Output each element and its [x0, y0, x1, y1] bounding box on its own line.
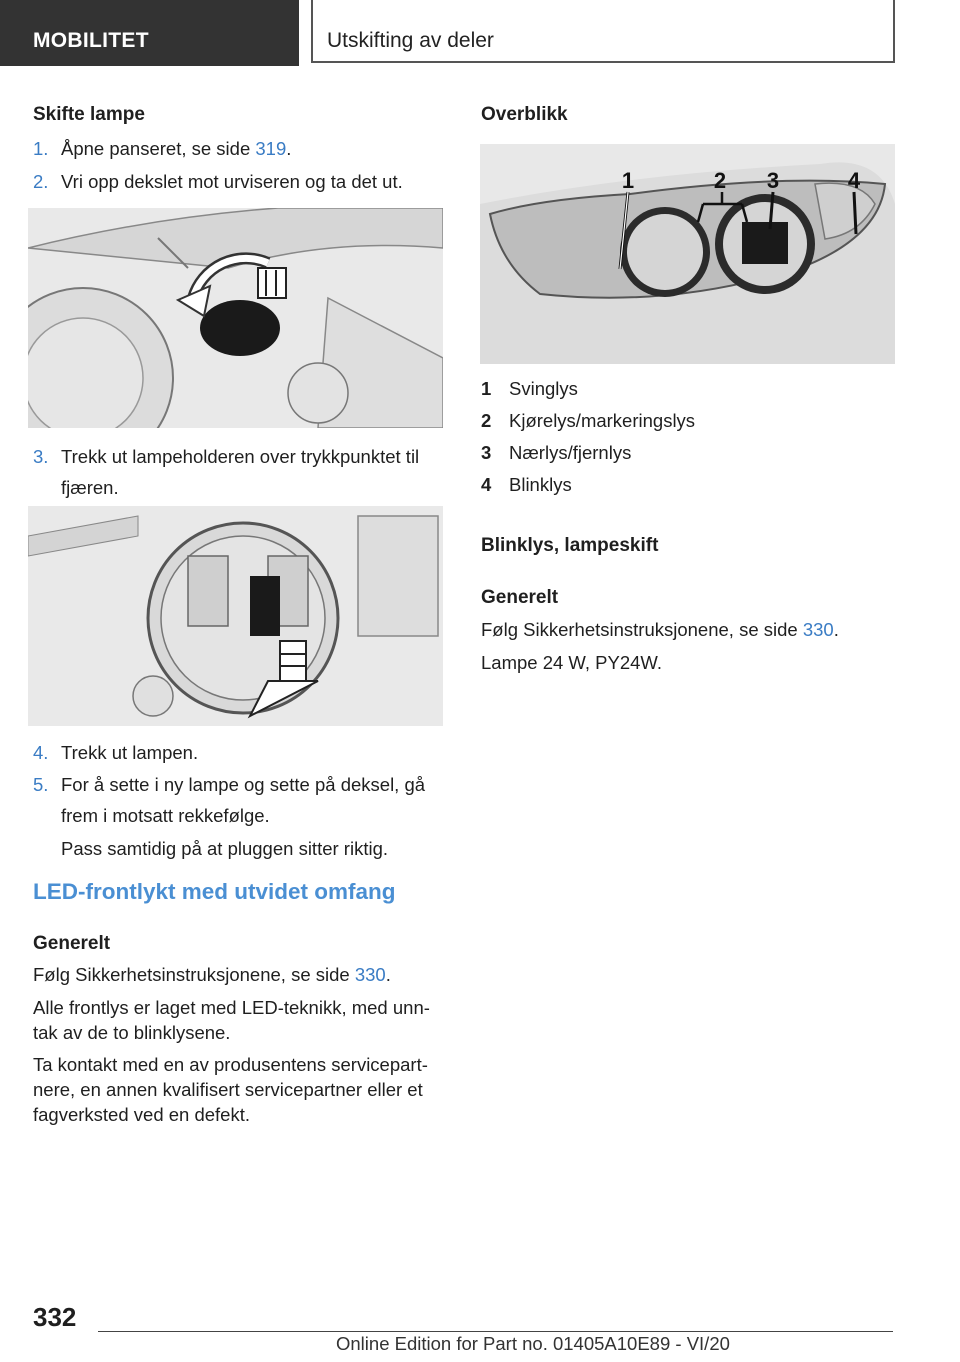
safety-text-end: . — [833, 619, 839, 640]
section-title-led: LED-frontlykt med utvidet omfang — [33, 879, 396, 904]
heading-skifte-lampe: Skifte lampe — [33, 104, 145, 125]
callout-3: 3 — [766, 168, 780, 193]
callout-4: 4 — [847, 168, 861, 193]
step-number: 3. — [33, 446, 49, 467]
step-text: Åpne panseret, se side — [61, 138, 256, 159]
legend-number: 1 — [481, 378, 492, 399]
figure-lampholder — [28, 506, 443, 726]
legend-number: 3 — [481, 442, 492, 463]
sub-heading-generelt-right: Generelt — [481, 587, 559, 608]
step-text: Vri opp dekslet mot urviseren og ta det ut. — [61, 171, 403, 192]
step-text-line2: frem i motsatt rekkefølge. — [61, 805, 270, 826]
paragraph-contact-line3: fagverksted ved en defekt. — [33, 1104, 250, 1125]
step-number: 4. — [33, 742, 49, 763]
section-tab — [0, 0, 299, 66]
section-label: MOBILITET — [33, 29, 149, 52]
legend-number: 2 — [481, 410, 492, 431]
step-text-line2: fjæren. — [61, 477, 119, 498]
step-text-line3: Pass samtidig på at pluggen sitter riktig. — [61, 838, 388, 859]
heading-overblikk: Overblikk — [481, 104, 568, 125]
headlight-illustration — [480, 144, 895, 364]
page-number: 332 — [33, 1302, 77, 1332]
step-text-end: . — [286, 138, 292, 159]
figure-headlight-overview — [480, 144, 895, 364]
step-text-line1: For å sette i ny lampe og sette på deksel, gå — [61, 774, 426, 795]
callout-1: 1 — [621, 168, 635, 193]
legend-item-1 — [481, 378, 578, 400]
chapter-tab — [311, 0, 895, 63]
figure-cover-removal — [28, 208, 443, 428]
paragraph-led-line2: tak av de to blinklysene. — [33, 1022, 231, 1043]
paragraph-led-line1: Alle frontlys er laget med LED-teknikk, med unn- — [33, 997, 430, 1018]
safety-text: Følg Sikkerhetsinstruksjonene, se side — [33, 964, 355, 985]
safety-note-right — [481, 614, 839, 645]
legend-item-3 — [481, 442, 631, 464]
legend-label: Nærlys/fjernlys — [509, 442, 632, 463]
safety-text: Følg Sikkerhetsinstruksjonene, se side — [481, 619, 803, 640]
safety-text-end: . — [385, 964, 391, 985]
step-number: 1. — [33, 138, 49, 159]
callout-2: 2 — [713, 168, 727, 193]
sub-heading-generelt: Generelt — [33, 933, 111, 954]
page-link-330[interactable]: 330 — [354, 964, 386, 985]
heading-blinklys: Blinklys, lampeskift — [481, 535, 659, 556]
chapter-title: Utskifting av deler — [327, 29, 494, 52]
lamp-spec: Lampe 24 W, PY24W. — [481, 652, 662, 673]
paragraph-contact-line1: Ta kontakt med en av produsentens servicepart- — [33, 1054, 428, 1075]
cover-removal-illustration — [28, 208, 443, 428]
paragraph-contact-line2: nere, en annen kvalifisert servicepartner eller et — [33, 1079, 423, 1100]
legend-label: Blinklys — [509, 474, 572, 495]
footer-divider — [98, 1331, 893, 1332]
legend-item-4 — [481, 474, 572, 496]
step-number: 5. — [33, 774, 49, 795]
safety-note — [33, 959, 391, 990]
legend-number: 4 — [481, 474, 492, 495]
page-link-319[interactable]: 319 — [255, 138, 287, 159]
footer-edition: Online Edition for Part no. 01405A10E89 - VI/20 — [336, 1333, 730, 1354]
legend-label: Svinglys — [509, 378, 578, 399]
page-link-330-right[interactable]: 330 — [802, 619, 834, 640]
lampholder-illustration — [28, 506, 443, 726]
legend-label: Kjørelys/markeringslys — [509, 410, 696, 431]
step-text: Trekk ut lampen. — [61, 742, 199, 763]
legend-item-2 — [481, 410, 695, 432]
step-number: 2. — [33, 171, 49, 192]
step-text-line1: Trekk ut lampeholderen over trykkpunktet til — [61, 446, 420, 467]
